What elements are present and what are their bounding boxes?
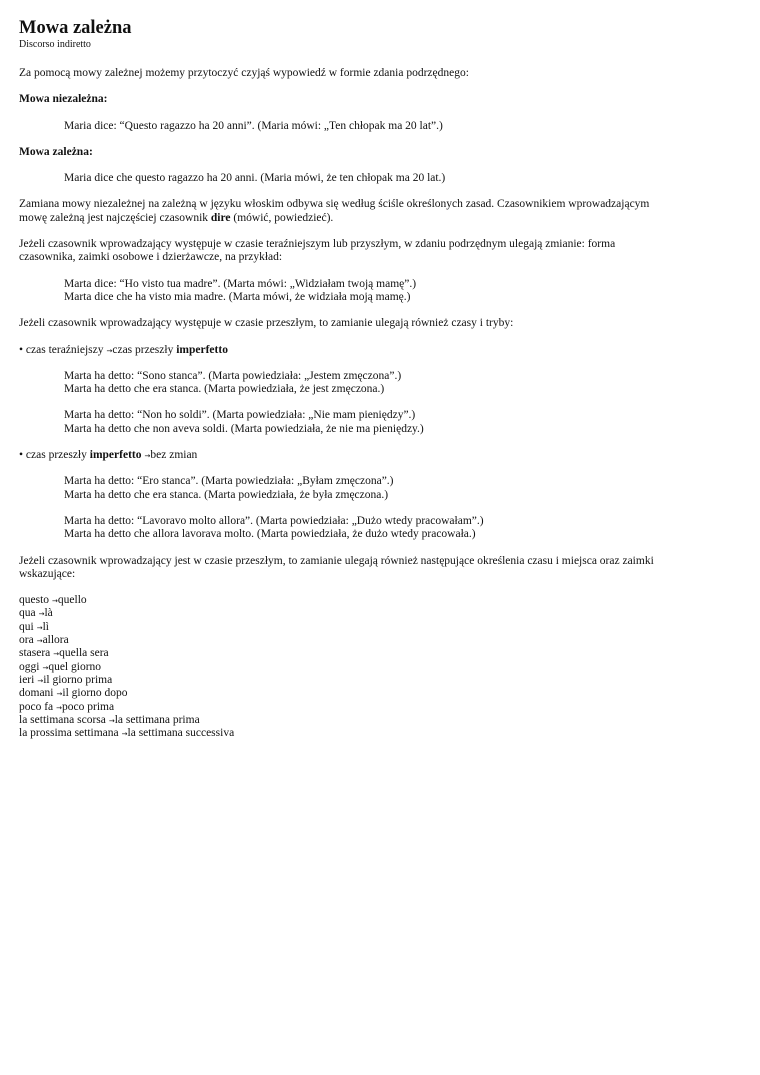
pair-from: qui [19, 620, 34, 633]
pair-to: quel giorno [48, 660, 102, 673]
arrow-right-icon: → [121, 730, 128, 739]
rule2-example-2 [19, 515, 741, 542]
list-item [19, 607, 741, 620]
example-line: Maria dice: “Questo ragazzo ha 20 anni”. (Maria mówi: „Ten chłopak ma 20 lat”.) [64, 119, 443, 132]
example-line: Maria dice che questo ragazzo ha 20 anni. (Maria mówi, że ten chłopak ma 20 lat.) [64, 172, 446, 185]
rule-target-bold: imperfetto [176, 343, 228, 356]
conversion-verb: dire [210, 211, 231, 224]
example-line: Marta ha detto che era stanca. (Marta powiedziała, że była zmęczona.) [64, 488, 389, 501]
pair-to: la settimana prima [114, 713, 200, 726]
pair-from: stasera [19, 647, 51, 660]
list-item [19, 621, 741, 634]
arrow-right-icon: → [36, 623, 43, 632]
rule1-example-1 [19, 370, 741, 397]
arrow-right-icon: → [52, 597, 58, 606]
time-place-paragraph: Jeżeli czasownik wprowadzający jest w czasie przeszłym, to zamianie ulegają również następujące określenia czasu i miejsca oraz zaimki wskazujące: [19, 554, 654, 580]
list-item [19, 727, 741, 740]
example-line: Marta ha detto: “Non ho soldi”. (Marta powiedziała: „Nie mam pieniędzy”.) [64, 409, 416, 422]
conversion-text-end: (mówić, powiedzieć). [230, 211, 334, 224]
rule-present-to-imperfetto [19, 344, 741, 357]
pair-to: il giorno dopo [62, 687, 128, 700]
list-item [19, 701, 741, 714]
rule1-example-2 [19, 409, 741, 436]
arrow-right-icon: → [144, 452, 151, 461]
pair-from: qua [19, 607, 36, 620]
example-line: Marta ha detto: “Ero stanca”. (Marta powiedziała: „Byłam zmęczona”.) [64, 475, 394, 488]
arrow-right-icon: → [53, 650, 60, 659]
rule-target: bez zmian [150, 449, 198, 462]
pair-from: ieri [19, 673, 35, 686]
past-tense-paragraph: Jeżeli czasownik wprowadzający występuje w czasie przeszłym, to zamianie ulegają również czasy i tryby: [19, 317, 514, 330]
example-line: Marta dice che ha visto mia madre. (Marta mówi, że widziała moją mamę.) [64, 290, 411, 303]
pair-from: domani [19, 687, 54, 700]
page-subtitle: Discorso indiretto [19, 39, 91, 50]
present-tense-paragraph: Jeżeli czasownik wprowadzający występuje w czasie teraźniejszym lub przyszłym, w zdaniu podrzędnym ulegają zmianie: forma czasownika, zaimki osobowe i dzierżawcze, na przykład: [19, 238, 616, 264]
example-line: Marta ha detto: “Sono stanca”. (Marta powiedziała: „Jestem zmęczona”.) [64, 369, 402, 382]
arrow-right-icon: → [42, 663, 49, 672]
rule2-example-1 [19, 475, 741, 502]
rule-prefix-bold: imperfetto [89, 449, 142, 462]
intro-paragraph: Za pomocą mowy zależnej możemy przytoczyć czyjąś wypowiedź w formie zdania podrzędnego: [19, 67, 469, 79]
example-line: Marta dice: “Ho visto tua madre”. (Marta mówi: „Widziałam twoją mamę”.) [64, 277, 417, 290]
list-item [19, 594, 741, 607]
arrow-right-icon: → [106, 346, 113, 355]
rule-prefix: • czas teraźniejszy [19, 343, 104, 356]
arrow-right-icon: → [38, 610, 45, 619]
pair-from: poco fa [19, 700, 54, 713]
rule-prefix: • czas przeszły [19, 449, 90, 462]
pair-to: quella sera [59, 647, 109, 660]
direct-speech-example [19, 120, 741, 133]
arrow-right-icon: → [37, 676, 44, 685]
present-tense-example [19, 278, 741, 305]
arrow-right-icon: → [56, 690, 63, 699]
example-line: Marta ha detto: “Lavoravo molto allora”. (Marta powiedziała: „Dużo wtedy pracowałam”.) [64, 514, 484, 527]
pair-to: allora [42, 634, 69, 647]
page-title: Mowa zależna [19, 18, 132, 38]
list-item [19, 661, 741, 674]
conversion-paragraph [19, 198, 659, 225]
list-item [19, 714, 741, 727]
pair-to: il giorno prima [43, 673, 113, 686]
pair-to: quello [57, 594, 87, 607]
example-line: Marta ha detto che allora lavorava molto. (Marta powiedziała, że dużo wtedy pracowała.) [64, 528, 476, 541]
pair-to: là [44, 607, 53, 620]
example-line: Marta ha detto che non aveva soldi. (Marta powiedziała, że nie ma pieniędzy.) [64, 422, 424, 435]
pair-to: poco prima [62, 700, 115, 713]
indirect-speech-label: Mowa zależna: [19, 145, 93, 158]
pair-from: oggi [19, 660, 40, 673]
list-item [19, 674, 741, 687]
arrow-right-icon: → [36, 637, 43, 646]
list-item [19, 634, 741, 647]
rule-imperfetto-unchanged [19, 449, 741, 462]
arrow-right-icon: → [56, 703, 63, 712]
example-line: Marta ha detto che era stanca. (Marta powiedziała, że jest zmęczona.) [64, 383, 385, 396]
pair-to: la settimana successiva [127, 727, 235, 740]
pair-from: la prossima settimana [19, 727, 119, 740]
conversion-text-start: Zamiana mowy niezależnej na zależną w języku włoskim odbywa się według ściśle określonych zasad. Czasownikiem wprowadzającym mowę zależną jest najczęściej czasownik [19, 198, 650, 224]
pair-from: la settimana scorsa [19, 713, 106, 726]
indirect-speech-example [19, 172, 741, 185]
rule-target: czas przeszły [112, 343, 177, 356]
pair-from: questo [19, 594, 50, 607]
arrow-right-icon: → [108, 716, 115, 725]
list-item [19, 687, 741, 700]
pair-to: lì [42, 620, 49, 633]
direct-speech-label: Mowa niezależna: [19, 93, 108, 106]
list-item [19, 647, 741, 660]
conversion-pairs-list [19, 594, 741, 740]
pair-from: ora [19, 634, 34, 647]
